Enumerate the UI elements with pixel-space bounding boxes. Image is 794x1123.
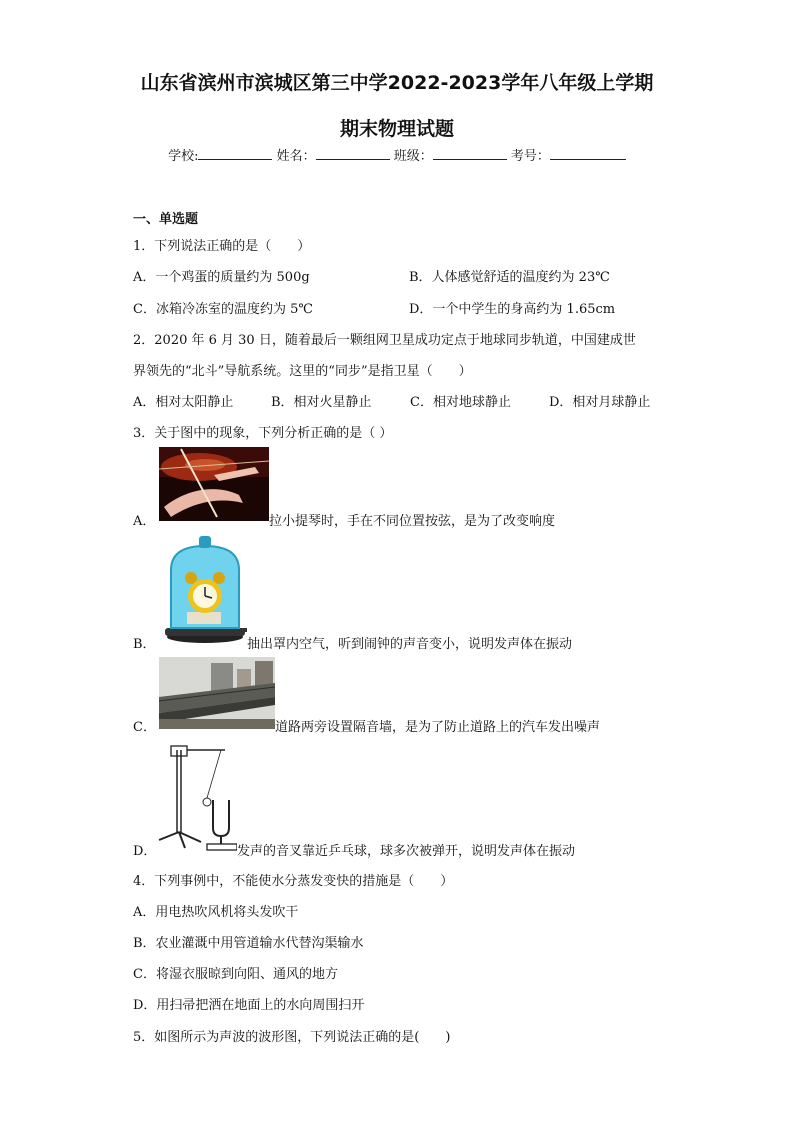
q3-stem: 3．关于图中的现象，下列分析正确的是（ ） xyxy=(133,426,393,441)
q2-option-d: D．相对月球静止 xyxy=(549,395,651,410)
exam-title-line-1: 山东省滨州市滨城区第三中学2022-2023学年八年级上学期 xyxy=(140,72,654,94)
q3-option-d-text: 发声的音叉靠近乒乓球，球多次被弹开，说明发声体在振动 xyxy=(237,844,576,859)
exam-title-line-2: 期末物理试题 xyxy=(339,118,454,140)
section-title: 一、单选题 xyxy=(133,212,199,227)
q3-option-a-label: A． xyxy=(133,514,156,529)
school-blank[interactable] xyxy=(198,146,272,160)
q4-option-d: D．用扫帚把洒在地面上的水向周围扫开 xyxy=(133,998,365,1013)
class-label: 班级： xyxy=(393,149,433,164)
q2-option-a: A．相对太阳静止 xyxy=(133,395,234,410)
q3-option-a-text: 拉小提琴时，手在不同位置按弦，是为了改变响度 xyxy=(269,514,556,529)
q5-stem: 5．如图所示为声波的波形图，下列说法正确的是( ) xyxy=(133,1030,451,1045)
q2-option-c: C．相对地球静止 xyxy=(410,395,511,410)
name-label: 姓名： xyxy=(276,149,316,164)
school-label: 学校: xyxy=(168,149,199,164)
q4-option-b: B．农业灌溉中用管道输水代替沟渠输水 xyxy=(133,936,364,951)
q2-option-b: B．相对火星静止 xyxy=(271,395,372,410)
tuning-fork-image xyxy=(157,740,237,852)
q4-option-a: A．用电热吹风机将头发吹干 xyxy=(133,905,299,920)
noise-barrier-image xyxy=(159,657,275,729)
q1-option-d: D．一个中学生的身高约为 1.65cm xyxy=(409,302,616,317)
student-info-line xyxy=(0,145,794,164)
q2-stem-line-1: 2．2020 年 6 月 30 日，随着最后一颗组网卫星成功定点于地球同步轨道，中国建成世 xyxy=(133,333,636,348)
q4-option-c: C．将湿衣服晾到向阳、通风的地方 xyxy=(133,967,338,982)
q1-option-c: C．冰箱冷冻室的温度约为 5℃ xyxy=(133,302,313,317)
q1-option-b: B．人体感觉舒适的温度约为 23℃ xyxy=(409,270,610,285)
q3-option-b-label: B． xyxy=(133,637,156,652)
q3-option-d-label: D． xyxy=(133,844,157,859)
number-blank[interactable] xyxy=(550,146,626,160)
class-blank[interactable] xyxy=(433,146,507,160)
name-blank[interactable] xyxy=(316,146,390,160)
q3-option-b-text: 抽出罩内空气，听到闹钟的声音变小，说明发声体在振动 xyxy=(247,637,573,652)
q4-stem: 4．下列事例中，不能使水分蒸发变快的措施是（ ） xyxy=(133,874,454,889)
q1-stem: 1．下列说法正确的是（ ） xyxy=(133,239,311,254)
q3-option-c-label: C． xyxy=(133,720,156,735)
number-label: 考号： xyxy=(510,149,550,164)
q1-option-a: A．一个鸡蛋的质量约为 500g xyxy=(133,270,310,285)
bell-jar-clock-image xyxy=(157,532,247,645)
q3-option-c-text: 道路两旁设置隔音墙，是为了防止道路上的汽车发出噪声 xyxy=(275,720,601,735)
q2-stem-line-2: 界领先的“北斗”导航系统。这里的“同步”是指卫星（ ） xyxy=(133,364,472,379)
violin-image xyxy=(159,447,269,521)
